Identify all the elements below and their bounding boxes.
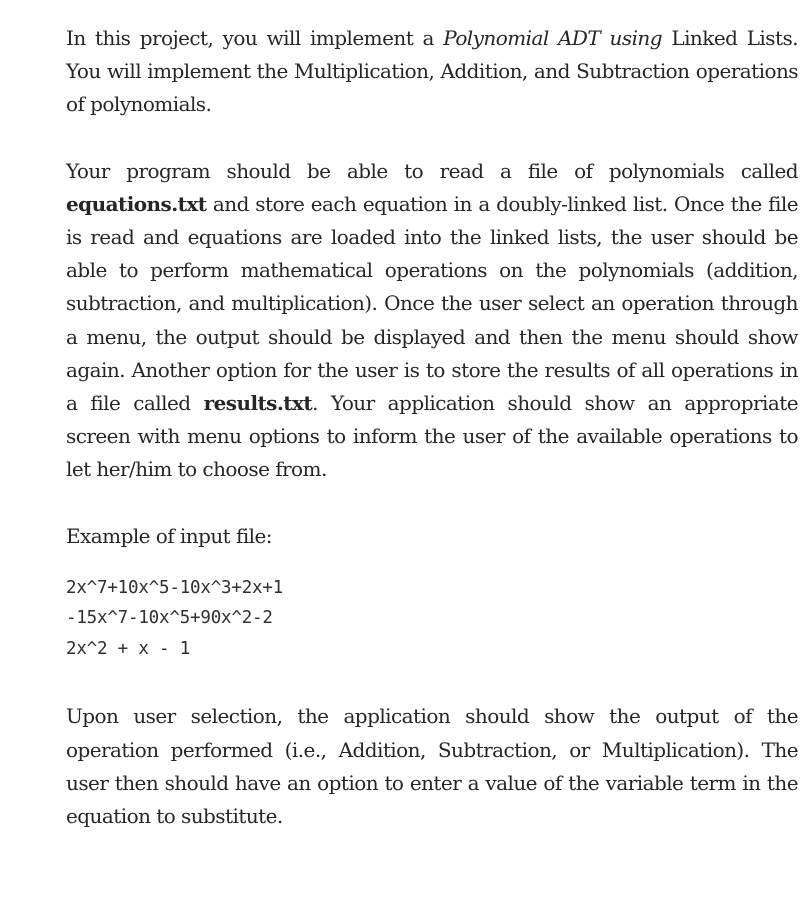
program-text-2: and store each equation in a doubly-linked list. Once the file is read and equations are loaded into the linked lists, the user should be able to perform mathematical operations on the polynomials (addition, subtraction, and multiplication). Once the user select an operation through a menu, the output should be displayed and then the menu should show again. Another option for the user is to store the results of all operations in a file called	[66, 191, 798, 416]
code-line: 2x^7+10x^5-10x^3+2x+1	[66, 577, 284, 598]
input-filename: equations.txt	[66, 191, 207, 216]
output-filename: results.txt	[203, 391, 313, 416]
code-line: 2x^2 + x - 1	[66, 638, 191, 659]
program-text-3: . Your application should show an appropriate screen with menu options to inform the user of the available operations to let her/him to choose from.	[66, 391, 798, 482]
program-text-1: Your program should be able to read a file of polynomials called	[66, 158, 798, 183]
selection-paragraph: Upon user selection, the application should show the output of the operation performed (i.e., Addition, Subtraction, or Multiplication). The user then should have an option to enter a value of the variable term in the equation to substitute.	[66, 704, 798, 828]
intro-text-end: Linked Lists. You will implement the Multiplication, Addition, and Subtraction operations of polynomials.	[66, 26, 798, 117]
example-code-block	[66, 573, 798, 665]
example-heading: Example of input file:	[66, 523, 272, 548]
intro-emphasis: Polynomial ADT using	[443, 26, 663, 50]
document-page	[66, 22, 798, 833]
program-paragraph	[66, 155, 798, 487]
intro-paragraph	[66, 22, 798, 122]
intro-text-start: In this project, you will implement a	[66, 26, 444, 50]
code-line: -15x^7-10x^5+90x^2-2	[66, 608, 273, 629]
